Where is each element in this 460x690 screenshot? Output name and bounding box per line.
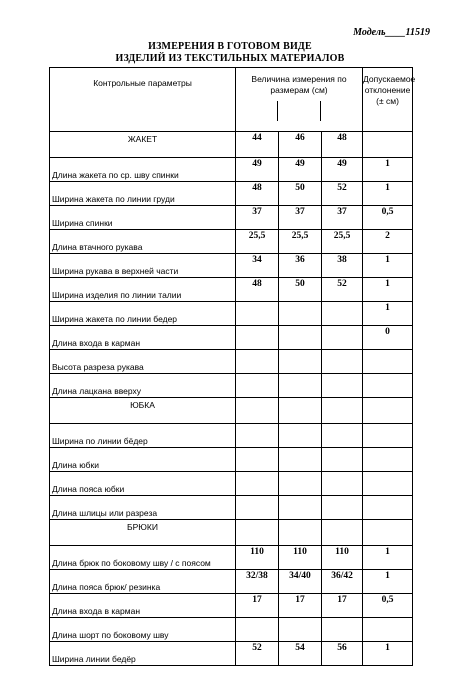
size-value-cell: 34/40 — [279, 570, 322, 594]
size-value-cell: 37 — [279, 206, 322, 230]
tolerance-cell: 1 — [363, 642, 413, 666]
param-cell: Ширина линии бедёр — [50, 642, 236, 666]
tolerance-cell: 1 — [363, 254, 413, 278]
tolerance-cell: 1 — [363, 302, 413, 326]
size-value-cell: 110 — [236, 546, 279, 570]
tolerance-cell: 1 — [363, 182, 413, 206]
size-value-cell: 25,5 — [279, 230, 322, 254]
section-row — [50, 398, 413, 424]
size-value-cell — [236, 424, 279, 448]
section-title: БРЮКИ — [50, 520, 236, 546]
table-row — [50, 642, 413, 666]
size-value-cell: 52 — [236, 642, 279, 666]
tolerance-cell: 1 — [363, 158, 413, 182]
size-value-cell — [279, 496, 322, 520]
tolerance-cell: 2 — [363, 230, 413, 254]
size-value-cell: 50 — [279, 182, 322, 206]
param-cell: Ширина жакета по линии бедер — [50, 302, 236, 326]
size-value-cell: 25,5 — [322, 230, 363, 254]
size-value-cell — [322, 448, 363, 472]
size-value-cell: 56 — [322, 642, 363, 666]
size-value-cell: 49 — [279, 158, 322, 182]
table-row — [50, 326, 413, 350]
tolerance-cell — [363, 374, 413, 398]
param-cell: Ширина изделия по линии талии — [50, 278, 236, 302]
size-value-cell — [236, 350, 279, 374]
param-cell: Ширина спинки — [50, 206, 236, 230]
size-value-cell — [279, 326, 322, 350]
size-value-cell — [236, 448, 279, 472]
tolerance-cell: 1 — [363, 278, 413, 302]
column-header-value-label: Величина измерения по размерам (см) — [251, 74, 347, 95]
param-cell: Длина шлицы или разреза — [50, 496, 236, 520]
table-row — [50, 158, 413, 182]
param-cell: Высота разреза рукава — [50, 350, 236, 374]
size-value-cell: 49 — [322, 158, 363, 182]
tolerance-cell — [363, 520, 413, 546]
size-value-cell: 110 — [279, 546, 322, 570]
tolerance-cell: 0,5 — [363, 206, 413, 230]
size-value-cell — [279, 448, 322, 472]
tolerance-cell: 1 — [363, 570, 413, 594]
section-row — [50, 132, 413, 158]
size-value-cell: 49 — [236, 158, 279, 182]
size-value-cell — [322, 520, 363, 546]
size-value-cell — [236, 618, 279, 642]
size-value-cell: 48 — [236, 182, 279, 206]
table-row — [50, 472, 413, 496]
table-row — [50, 496, 413, 520]
tolerance-cell: 0 — [363, 326, 413, 350]
size-value-cell: 25,5 — [236, 230, 279, 254]
size-value-cell — [279, 350, 322, 374]
table-row — [50, 278, 413, 302]
param-cell: Длина лацкана вверху — [50, 374, 236, 398]
tolerance-cell — [363, 132, 413, 158]
param-cell: Ширина жакета по линии груди — [50, 182, 236, 206]
size-value-cell: 37 — [236, 206, 279, 230]
size-value-cell: 48 — [322, 132, 363, 158]
size-value-cell — [236, 472, 279, 496]
param-cell: Длина шорт по боковому шву — [50, 618, 236, 642]
table-row — [50, 182, 413, 206]
size-value-cell: 50 — [279, 278, 322, 302]
section-title: ЖАКЕТ — [50, 132, 236, 158]
tolerance-cell — [363, 350, 413, 374]
param-cell: Длина пояса юбки — [50, 472, 236, 496]
size-value-cell: 17 — [322, 594, 363, 618]
size-value-cell: 37 — [322, 206, 363, 230]
size-value-cell: 44 — [236, 132, 279, 158]
table-row — [50, 206, 413, 230]
size-value-cell — [322, 496, 363, 520]
tolerance-cell — [363, 618, 413, 642]
size-value-cell — [279, 398, 322, 424]
table-row — [50, 302, 413, 326]
size-value-cell: 34 — [236, 254, 279, 278]
tolerance-cell — [363, 448, 413, 472]
size-value-cell — [322, 472, 363, 496]
table-row — [50, 230, 413, 254]
size-value-cell: 32/38 — [236, 570, 279, 594]
section-title: ЮБКА — [50, 398, 236, 424]
size-value-cell: 54 — [279, 642, 322, 666]
size-value-cell: 36/42 — [322, 570, 363, 594]
section-row — [50, 520, 413, 546]
size-value-cell — [279, 424, 322, 448]
column-header-tolerance: Допускаемое отклонение (± см) — [363, 68, 413, 132]
document-heading — [0, 41, 460, 65]
size-subcolumns — [236, 101, 362, 121]
size-value-cell — [236, 520, 279, 546]
table-row — [50, 546, 413, 570]
size-value-cell: 38 — [322, 254, 363, 278]
param-cell: Длина входа в карман — [50, 326, 236, 350]
size-value-cell: 52 — [322, 182, 363, 206]
size-value-cell — [322, 374, 363, 398]
tolerance-cell — [363, 496, 413, 520]
size-value-cell — [236, 398, 279, 424]
param-cell: Ширина рукава в верхней части — [50, 254, 236, 278]
size-value-cell — [322, 326, 363, 350]
size-value-cell — [279, 472, 322, 496]
size-value-cell — [322, 424, 363, 448]
size-value-cell — [279, 618, 322, 642]
size-value-cell — [322, 302, 363, 326]
heading-line-1: ИЗМЕРЕНИЯ В ГОТОВОМ ВИДЕ — [148, 41, 312, 52]
table-row — [50, 448, 413, 472]
size-value-cell: 17 — [236, 594, 279, 618]
table-row — [50, 424, 413, 448]
size-value-cell — [236, 326, 279, 350]
measurements-table — [49, 67, 416, 666]
tolerance-cell — [363, 398, 413, 424]
size-value-cell — [236, 302, 279, 326]
param-cell: Длина брюк по боковому шву / с поясом — [50, 546, 236, 570]
param-cell: Длина юбки — [50, 448, 236, 472]
size-value-cell: 52 — [322, 278, 363, 302]
table-row — [50, 350, 413, 374]
table-header-row — [50, 68, 413, 132]
size-value-cell: 48 — [236, 278, 279, 302]
param-cell: Длина входа в карман — [50, 594, 236, 618]
tolerance-cell: 0,5 — [363, 594, 413, 618]
size-value-cell — [279, 374, 322, 398]
column-header-param: Контрольные параметры — [50, 68, 236, 132]
size-value-cell — [279, 302, 322, 326]
size-value-cell — [322, 350, 363, 374]
column-header-value — [236, 68, 363, 132]
size-value-cell: 17 — [279, 594, 322, 618]
param-cell: Длина жакета по ср. шву спинки — [50, 158, 236, 182]
size-value-cell: 46 — [279, 132, 322, 158]
size-value-cell: 110 — [322, 546, 363, 570]
model-number: Модель____11519 — [353, 27, 430, 38]
table-row — [50, 254, 413, 278]
size-value-cell — [236, 374, 279, 398]
heading-line-2: ИЗДЕЛИЙ ИЗ ТЕКСТИЛЬНЫХ МАТЕРИАЛОВ — [115, 53, 345, 64]
size-value-cell — [236, 496, 279, 520]
table-row — [50, 594, 413, 618]
tolerance-cell — [363, 472, 413, 496]
size-value-cell — [279, 520, 322, 546]
size-value-cell — [322, 618, 363, 642]
size-value-cell — [322, 398, 363, 424]
tolerance-cell — [363, 424, 413, 448]
table-row — [50, 374, 413, 398]
tolerance-cell: 1 — [363, 546, 413, 570]
table-row — [50, 570, 413, 594]
param-cell: Длина пояса брюк/ резинка — [50, 570, 236, 594]
table-row — [50, 618, 413, 642]
param-cell: Ширина по линии бёдер — [50, 424, 236, 448]
param-cell: Длина втачного рукава — [50, 230, 236, 254]
size-value-cell: 36 — [279, 254, 322, 278]
